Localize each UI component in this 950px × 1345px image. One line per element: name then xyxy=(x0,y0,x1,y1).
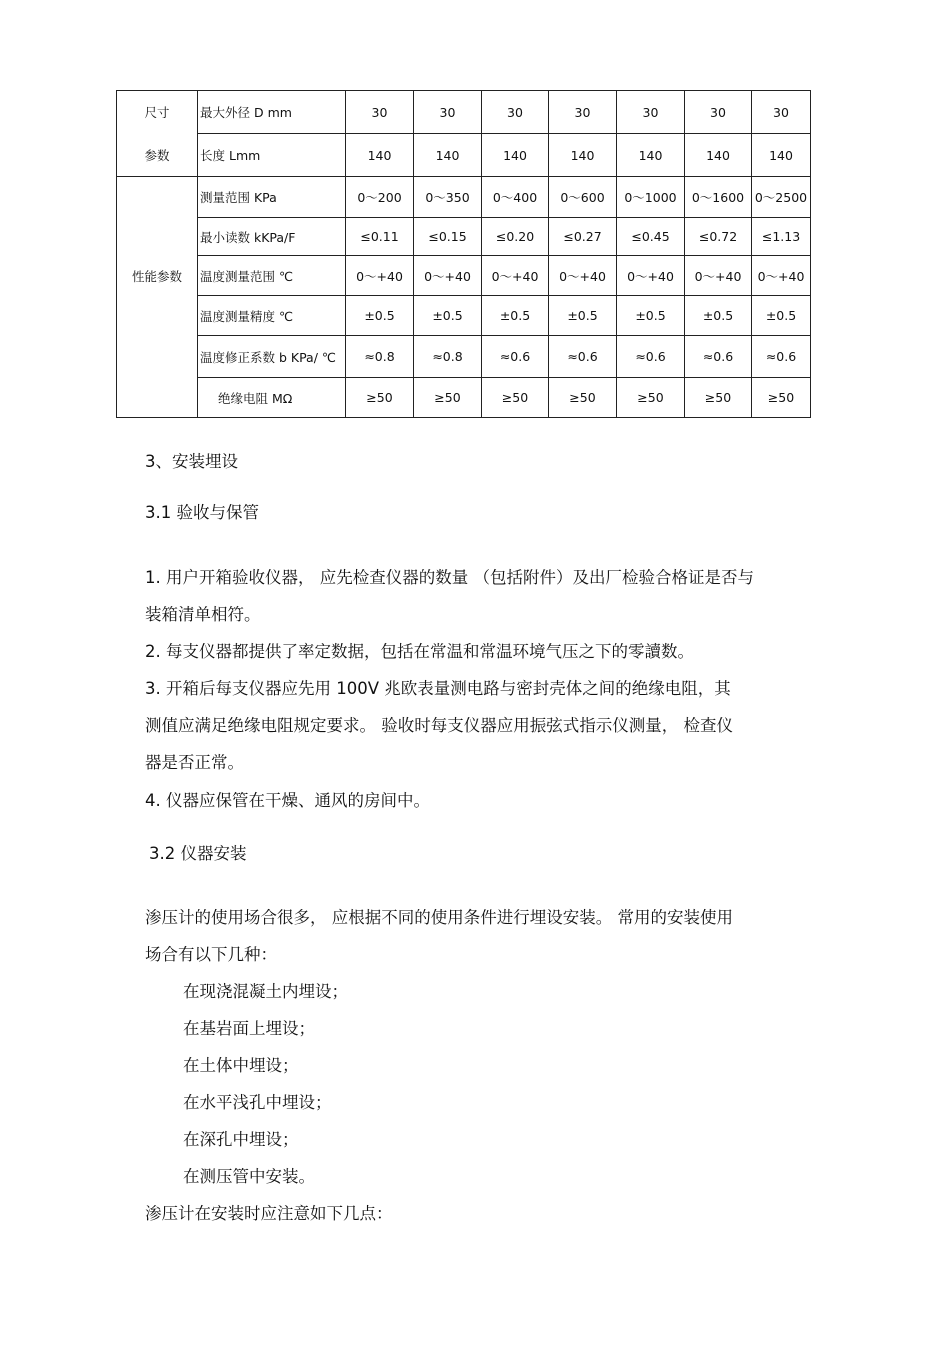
parameter-name: 温度修正系数 b KPa/ ℃ xyxy=(198,336,346,378)
value-cell: 140 xyxy=(549,134,617,177)
parameter-name: 温度测量精度 ℃ xyxy=(198,296,346,336)
group-label-cell: 性能参数 xyxy=(117,256,198,296)
parameter-name: 温度测量范围 ℃ xyxy=(198,256,346,296)
parameter-name: 绝缘电阻 MΩ xyxy=(198,378,346,418)
value-cell: 0～+40 xyxy=(414,256,482,296)
value-cell: 0～+40 xyxy=(346,256,414,296)
value-cell: ≥50 xyxy=(549,378,617,418)
group-label-cell xyxy=(117,218,198,256)
value-cell: ±0.5 xyxy=(346,296,414,336)
subsection-heading-installation: 3.2 仪器安装 xyxy=(149,844,247,863)
value-cell: 0～1000 xyxy=(617,177,685,218)
value-cell: 30 xyxy=(346,91,414,134)
value-cell: ±0.5 xyxy=(617,296,685,336)
value-cell: ≥50 xyxy=(482,378,549,418)
value-cell: ≤0.27 xyxy=(549,218,617,256)
table-row xyxy=(117,134,811,177)
value-cell: ≤0.20 xyxy=(482,218,549,256)
value-cell: ≥50 xyxy=(685,378,752,418)
value-cell: 0～400 xyxy=(482,177,549,218)
list-item: 在现浇混凝土内埋设； xyxy=(183,982,348,1001)
value-cell: ≥50 xyxy=(346,378,414,418)
value-cell: ≈0.6 xyxy=(549,336,617,378)
value-cell: ≥50 xyxy=(414,378,482,418)
value-cell: 140 xyxy=(482,134,549,177)
paragraph-3-line-1: 3. 开箱后每支仪器应先用 100V 兆欧表量测电路与密封壳体之间的绝缘电阻，其 xyxy=(145,679,731,698)
value-cell: ≥50 xyxy=(752,378,811,418)
parameter-name: 长度 Lmm xyxy=(198,134,346,177)
table-row xyxy=(117,218,811,256)
value-cell: ≈0.6 xyxy=(482,336,549,378)
installation-intro-line-2: 场合有以下几种： xyxy=(145,945,277,964)
table-row xyxy=(117,378,811,418)
table-row xyxy=(117,296,811,336)
value-cell: 0～2500 xyxy=(752,177,811,218)
table-row xyxy=(117,336,811,378)
value-cell: ±0.5 xyxy=(414,296,482,336)
value-cell: ±0.5 xyxy=(549,296,617,336)
value-cell: 30 xyxy=(617,91,685,134)
value-cell: ≤0.11 xyxy=(346,218,414,256)
value-cell: 30 xyxy=(414,91,482,134)
value-cell: ≤1.13 xyxy=(752,218,811,256)
paragraph-1-line-1: 1. 用户开箱验收仪器， 应先检查仪器的数量 （包括附件）及出厂检验合格证是否与 xyxy=(145,568,754,587)
paragraph-4: 4. 仪器应保管在干燥、通风的房间中。 xyxy=(145,791,430,810)
value-cell: ≤0.15 xyxy=(414,218,482,256)
value-cell: ±0.5 xyxy=(685,296,752,336)
value-cell: 140 xyxy=(685,134,752,177)
parameter-name: 最小读数 kKPa/F xyxy=(198,218,346,256)
value-cell: ±0.5 xyxy=(482,296,549,336)
value-cell: ≥50 xyxy=(617,378,685,418)
value-cell: 140 xyxy=(414,134,482,177)
group-label-cell xyxy=(117,177,198,218)
value-cell: 0～200 xyxy=(346,177,414,218)
value-cell: 140 xyxy=(617,134,685,177)
value-cell: 140 xyxy=(752,134,811,177)
value-cell: 0～1600 xyxy=(685,177,752,218)
value-cell: 0～+40 xyxy=(752,256,811,296)
value-cell: 30 xyxy=(549,91,617,134)
parameter-name: 测量范围 KPa xyxy=(198,177,346,218)
value-cell: 30 xyxy=(482,91,549,134)
table-row xyxy=(117,256,811,296)
installation-intro-line-1: 渗压计的使用场合很多， 应根据不同的使用条件进行埋设安装。 常用的安装使用 xyxy=(145,908,733,927)
value-cell: 140 xyxy=(346,134,414,177)
value-cell: 0～+40 xyxy=(482,256,549,296)
parameter-name: 最大外径 D mm xyxy=(198,91,346,134)
paragraph-3-line-3: 器是否正常。 xyxy=(145,753,244,772)
group-label-cell: 尺寸 xyxy=(117,91,198,134)
value-cell: 30 xyxy=(685,91,752,134)
list-item: 在深孔中埋设； xyxy=(183,1130,299,1149)
paragraph-1-line-2: 装箱清单相符。 xyxy=(145,605,261,624)
value-cell: 0～350 xyxy=(414,177,482,218)
list-item: 在基岩面上埋设； xyxy=(183,1019,315,1038)
group-label-cell xyxy=(117,378,198,418)
value-cell: ≤0.72 xyxy=(685,218,752,256)
specification-table xyxy=(116,90,811,418)
value-cell: ≈0.6 xyxy=(685,336,752,378)
list-item: 在水平浅孔中埋设； xyxy=(183,1093,332,1112)
group-label-cell: 参数 xyxy=(117,134,198,177)
value-cell: 0～+40 xyxy=(549,256,617,296)
subsection-heading-acceptance: 3.1 验收与保管 xyxy=(145,503,259,522)
value-cell: 0～+40 xyxy=(685,256,752,296)
paragraph-3-line-2: 测值应满足绝缘电阻规定要求。 验收时每支仪器应用振弦式指示仪测量， 检查仪 xyxy=(145,716,733,735)
section-heading: 3、安装埋设 xyxy=(145,452,238,471)
value-cell: ≈0.8 xyxy=(346,336,414,378)
value-cell: ≈0.6 xyxy=(617,336,685,378)
value-cell: ±0.5 xyxy=(752,296,811,336)
list-item: 在测压管中安装。 xyxy=(183,1167,315,1186)
installation-closing: 渗压计在安装时应注意如下几点： xyxy=(145,1204,393,1223)
group-label-cell xyxy=(117,336,198,378)
value-cell: 30 xyxy=(752,91,811,134)
value-cell: ≈0.6 xyxy=(752,336,811,378)
table-row xyxy=(117,91,811,134)
group-label-cell xyxy=(117,296,198,336)
value-cell: 0～+40 xyxy=(617,256,685,296)
value-cell: ≤0.45 xyxy=(617,218,685,256)
list-item: 在土体中埋设； xyxy=(183,1056,299,1075)
table-row xyxy=(117,177,811,218)
value-cell: 0～600 xyxy=(549,177,617,218)
value-cell: ≈0.8 xyxy=(414,336,482,378)
paragraph-2: 2. 每支仪器都提供了率定数据，包括在常温和常温环境气压之下的零讀数。 xyxy=(145,642,694,661)
